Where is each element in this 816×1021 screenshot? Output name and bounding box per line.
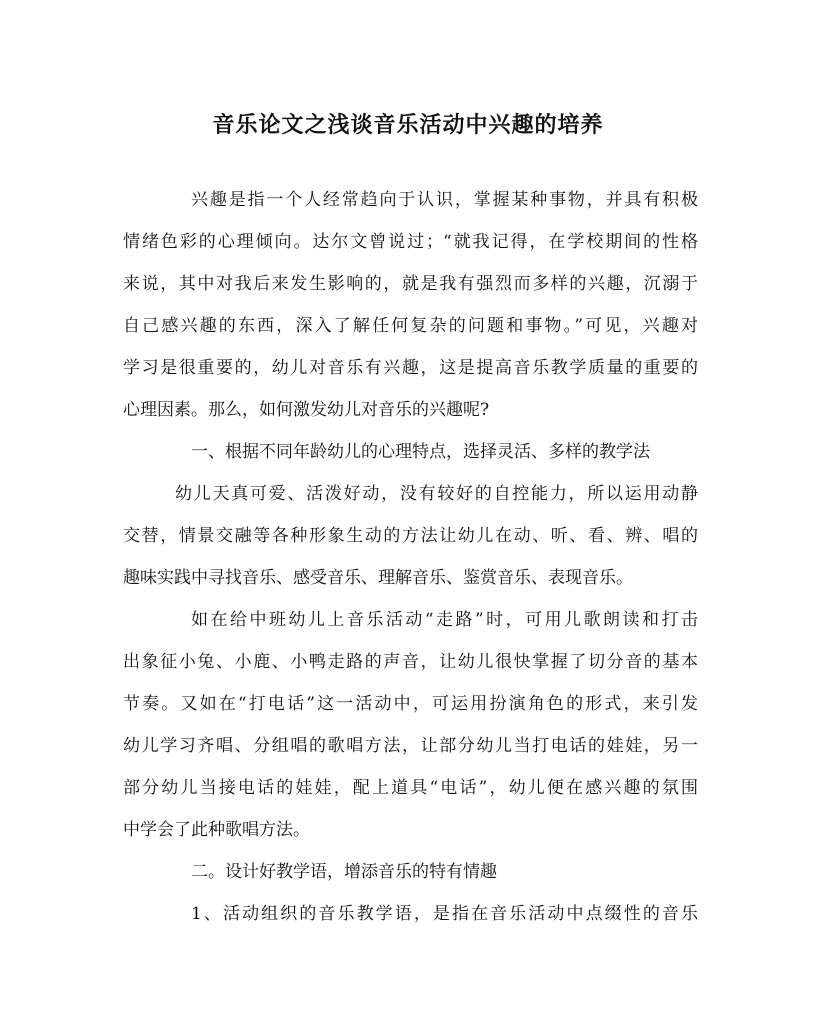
paragraph-line: 趣味实践中寻找音乐、感受音乐、理解音乐、鉴赏音乐、表现音乐。 bbox=[123, 568, 633, 588]
paragraph-line: 幼儿学习齐唱、分组唱的歌唱方法，让部分幼儿当打电话的娃娃，另一 bbox=[123, 736, 698, 756]
paragraph-line: 中学会了此种歌唱方法。 bbox=[123, 820, 310, 840]
document-body bbox=[123, 179, 698, 935]
paragraph-line: 节奏。又如在“打电话”这一活动中，可运用扮演角色的形式，来引发 bbox=[123, 694, 698, 714]
section-heading: 二。设计好教学语，增添音乐的特有情趣 bbox=[191, 862, 497, 882]
paragraph-line: 情绪色彩的心理倾向。达尔文曾说过；“就我记得，在学校期间的性格 bbox=[123, 232, 698, 252]
paragraph-line: 心理因素。那么，如何激发幼儿对音乐的兴趣呢? bbox=[123, 400, 490, 420]
paragraph-line: 幼儿天真可爱、活泼好动，没有较好的自控能力，所以运用动静 bbox=[175, 484, 698, 504]
paragraph-line: 来说，其中对我后来发生影响的，就是我有强烈而多样的兴趣，沉溺于 bbox=[123, 274, 698, 294]
paragraph-line: 部分幼儿当接电话的娃娃，配上道具“电话”，幼儿便在感兴趣的氛围 bbox=[123, 778, 698, 798]
paragraph-line: 交替，情景交融等各种形象生动的方法让幼儿在动、听、看、辨、唱的 bbox=[123, 526, 698, 546]
paragraph-line: 兴趣是指一个人经常趋向于认识，掌握某种事物，并具有积极 bbox=[191, 190, 698, 210]
document-title: 音乐论文之浅谈音乐活动中兴趣的培养 bbox=[212, 112, 604, 138]
paragraph-line: 出象征小兔、小鹿、小鸭走路的声音，让幼儿很快掌握了切分音的基本 bbox=[123, 652, 698, 672]
paragraph-line: 学习是很重要的，幼儿对音乐有兴趣，这是提高音乐教学质量的重要的 bbox=[123, 358, 698, 378]
paragraph-line: 如在给中班幼儿上音乐活动“走路”时，可用儿歌朗读和打击 bbox=[191, 610, 698, 630]
paragraph-line: 自己感兴趣的东西，深入了解任何复杂的问题和事物。”可见，兴趣对 bbox=[123, 316, 698, 336]
paragraph-line: 1、活动组织的音乐教学语，是指在音乐活动中点缀性的音乐 bbox=[191, 904, 698, 924]
section-heading: 一、根据不同年龄幼儿的心理特点，选择灵活、多样的教学法 bbox=[191, 442, 650, 462]
